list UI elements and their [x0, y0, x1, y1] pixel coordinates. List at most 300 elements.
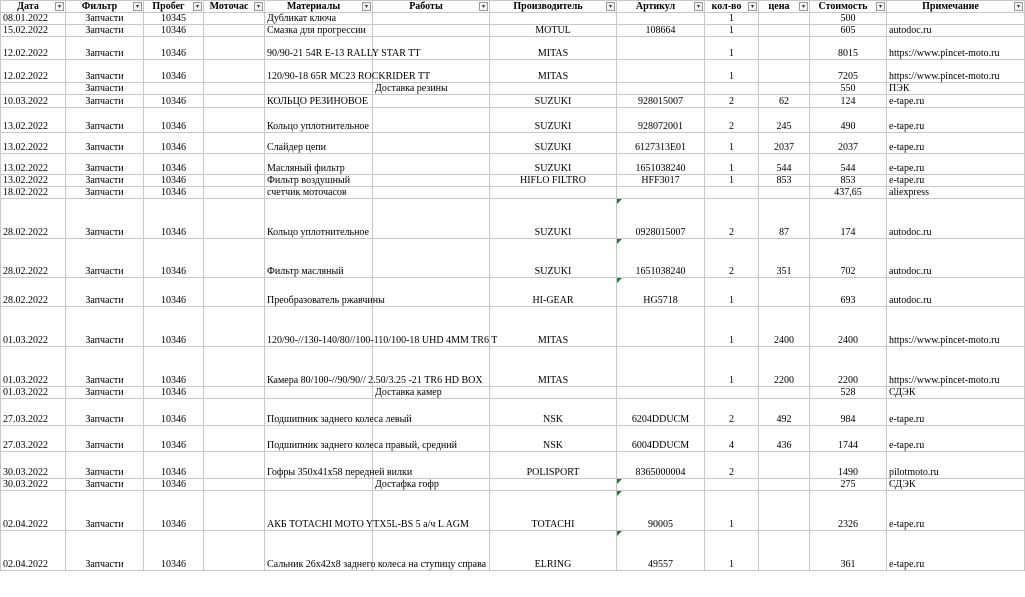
date-cell[interactable]: 08.01.2022	[1, 13, 66, 25]
maker-cell[interactable]	[490, 479, 617, 491]
note-cell[interactable]: СДЭК	[887, 387, 1025, 399]
filter-cell[interactable]: Запчасти	[66, 491, 144, 531]
date-cell[interactable]: 13.02.2022	[1, 133, 66, 154]
motohours-cell[interactable]	[204, 83, 265, 95]
materials-cell[interactable]: Фильтр воздушный	[265, 175, 373, 187]
cost-cell[interactable]: 528	[810, 387, 887, 399]
filter-dropdown-icon[interactable]: ▾	[694, 2, 703, 11]
maker-cell[interactable]: ELRING	[490, 531, 617, 571]
article-cell[interactable]: 90005	[617, 491, 705, 531]
cost-cell[interactable]: 605	[810, 25, 887, 37]
header-label: Работы	[409, 1, 443, 12]
article-cell[interactable]	[617, 347, 705, 387]
materials-cell[interactable]	[265, 387, 373, 399]
note-cell[interactable]: e-tape.ru	[887, 95, 1025, 108]
maker-cell[interactable]: SUZUKI	[490, 95, 617, 108]
motohours-cell[interactable]	[204, 154, 265, 175]
filter-dropdown-icon[interactable]: ▾	[1014, 2, 1023, 11]
filter-cell[interactable]: Запчасти	[66, 25, 144, 37]
article-cell[interactable]: 0928015007	[617, 199, 705, 239]
price-cell[interactable]	[759, 452, 810, 479]
mileage-cell[interactable]: 10345	[144, 13, 204, 25]
filter-dropdown-icon[interactable]: ▾	[479, 2, 488, 11]
price-cell[interactable]	[759, 83, 810, 95]
qty-cell[interactable]: 4	[705, 426, 759, 452]
header-materials[interactable]	[265, 1, 373, 13]
price-cell[interactable]: 2037	[759, 133, 810, 154]
article-cell[interactable]: 928072001	[617, 108, 705, 133]
qty-cell[interactable]: 1	[705, 307, 759, 347]
header-motohours[interactable]	[204, 1, 265, 13]
article-cell[interactable]: 1651038240	[617, 154, 705, 175]
materials-cell[interactable]: счетчик моточасов	[265, 187, 373, 199]
qty-cell[interactable]: 2	[705, 239, 759, 278]
date-cell[interactable]	[1, 83, 66, 95]
cost-cell[interactable]: 2200	[810, 347, 887, 387]
note-cell[interactable]: e-tape.ru	[887, 175, 1025, 187]
materials-cell[interactable]: Гофры 350x41x58 передней вилки	[265, 452, 373, 479]
mileage-cell[interactable]: 10346	[144, 531, 204, 571]
works-cell[interactable]	[373, 133, 490, 154]
note-cell[interactable]: https://www.pincet-moto.ru	[887, 60, 1025, 83]
motohours-cell[interactable]	[204, 199, 265, 239]
cost-cell[interactable]: 490	[810, 108, 887, 133]
materials-cell[interactable]: Сальник 26x42x8 заднего колеса на ступицу справа	[265, 531, 373, 571]
article-cell[interactable]	[617, 60, 705, 83]
filter-cell[interactable]: Запчасти	[66, 37, 144, 60]
price-cell[interactable]: 2400	[759, 307, 810, 347]
article-cell[interactable]: 6127313E01	[617, 133, 705, 154]
article-cell[interactable]: 1651038240	[617, 239, 705, 278]
price-cell[interactable]: 436	[759, 426, 810, 452]
note-cell[interactable]: autodoc.ru	[887, 239, 1025, 278]
mileage-cell[interactable]: 10346	[144, 199, 204, 239]
price-cell[interactable]	[759, 37, 810, 60]
article-cell[interactable]: 49557	[617, 531, 705, 571]
works-cell[interactable]	[373, 95, 490, 108]
motohours-cell[interactable]	[204, 399, 265, 426]
works-cell[interactable]	[373, 108, 490, 133]
maker-cell[interactable]: HIFLO FILTRO	[490, 175, 617, 187]
cost-cell[interactable]: 174	[810, 199, 887, 239]
materials-cell[interactable]: Преобразователь ржавчины	[265, 278, 373, 307]
filter-cell[interactable]: Запчасти	[66, 83, 144, 95]
header-note[interactable]	[887, 1, 1025, 13]
maker-cell[interactable]: NSK	[490, 426, 617, 452]
cost-cell[interactable]: 984	[810, 399, 887, 426]
mileage-cell[interactable]: 10346	[144, 399, 204, 426]
maker-cell[interactable]	[490, 187, 617, 199]
date-cell[interactable]: 02.04.2022	[1, 531, 66, 571]
maker-cell[interactable]: TOTACHI	[490, 491, 617, 531]
note-cell[interactable]: autodoc.ru	[887, 25, 1025, 37]
article-cell[interactable]: 6004DDUCM	[617, 426, 705, 452]
materials-cell[interactable]	[265, 83, 373, 95]
article-cell[interactable]: 108664	[617, 25, 705, 37]
article-cell[interactable]	[617, 479, 705, 491]
price-cell[interactable]	[759, 387, 810, 399]
mileage-cell[interactable]: 10346	[144, 239, 204, 278]
filter-cell[interactable]: Запчасти	[66, 387, 144, 399]
filter-dropdown-icon[interactable]: ▾	[254, 2, 263, 11]
date-cell[interactable]: 13.02.2022	[1, 154, 66, 175]
price-cell[interactable]	[759, 278, 810, 307]
qty-cell[interactable]: 1	[705, 531, 759, 571]
motohours-cell[interactable]	[204, 387, 265, 399]
cost-cell[interactable]: 2037	[810, 133, 887, 154]
price-cell[interactable]: 2200	[759, 347, 810, 387]
filter-cell[interactable]: Запчасти	[66, 95, 144, 108]
date-cell[interactable]: 02.04.2022	[1, 491, 66, 531]
date-cell[interactable]: 01.03.2022	[1, 387, 66, 399]
works-cell[interactable]	[373, 25, 490, 37]
date-cell[interactable]: 10.03.2022	[1, 95, 66, 108]
price-cell[interactable]	[759, 25, 810, 37]
mileage-cell[interactable]: 10346	[144, 387, 204, 399]
filter-cell[interactable]: Запчасти	[66, 399, 144, 426]
motohours-cell[interactable]	[204, 531, 265, 571]
motohours-cell[interactable]	[204, 278, 265, 307]
materials-cell[interactable]: 120/90-//130-140/80//100-110/100-18 UHD 4MM TR6 T	[265, 307, 373, 347]
materials-cell[interactable]: 120/90-18 65R MC23 ROCKRIDER TT	[265, 60, 373, 83]
article-cell[interactable]	[617, 83, 705, 95]
header-label: Дата	[17, 1, 39, 12]
filter-cell[interactable]: Запчасти	[66, 187, 144, 199]
cost-cell[interactable]: 2326	[810, 491, 887, 531]
note-cell[interactable]: e-tape.ru	[887, 108, 1025, 133]
maker-cell[interactable]: MOTUL	[490, 25, 617, 37]
motohours-cell[interactable]	[204, 25, 265, 37]
cost-cell[interactable]: 702	[810, 239, 887, 278]
materials-cell[interactable]: 90/90-21 54R E-13 RALLY STAR TT	[265, 37, 373, 60]
materials-cell[interactable]: Камера 80/100-//90/90// 2.50/3.25 -21 TR6 HD BOX	[265, 347, 373, 387]
maker-cell[interactable]: HI-GEAR	[490, 278, 617, 307]
header-qty[interactable]	[705, 1, 759, 13]
table-row	[1, 452, 1025, 479]
motohours-cell[interactable]	[204, 479, 265, 491]
cost-cell[interactable]: 693	[810, 278, 887, 307]
materials-cell[interactable]: Слайдер цепи	[265, 133, 373, 154]
filter-cell[interactable]: Запчасти	[66, 426, 144, 452]
mileage-cell[interactable]: 10346	[144, 491, 204, 531]
header-label: Моточас	[209, 1, 249, 12]
materials-cell[interactable]: Кольцо уплотнительное	[265, 108, 373, 133]
maker-cell[interactable]: SUZUKI	[490, 199, 617, 239]
motohours-cell[interactable]	[204, 187, 265, 199]
works-cell[interactable]	[373, 199, 490, 239]
qty-cell[interactable]: 1	[705, 60, 759, 83]
price-cell[interactable]	[759, 13, 810, 25]
qty-cell[interactable]: 1	[705, 347, 759, 387]
note-cell[interactable]: https://www.pincet-moto.ru	[887, 37, 1025, 60]
works-cell[interactable]	[373, 175, 490, 187]
note-cell[interactable]: autodoc.ru	[887, 199, 1025, 239]
mileage-cell[interactable]: 10346	[144, 479, 204, 491]
mileage-cell[interactable]: 10346	[144, 347, 204, 387]
maker-cell[interactable]: SUZUKI	[490, 108, 617, 133]
note-cell[interactable]: https://www.pincet-moto.ru	[887, 347, 1025, 387]
maker-cell[interactable]: MITAS	[490, 60, 617, 83]
header-filter[interactable]	[66, 1, 144, 13]
mileage-cell[interactable]: 10346	[144, 175, 204, 187]
qty-cell[interactable]: 1	[705, 133, 759, 154]
filter-cell[interactable]: Запчасти	[66, 108, 144, 133]
maker-cell[interactable]: SUZUKI	[490, 154, 617, 175]
materials-cell[interactable]: Кольцо уплотнительное	[265, 199, 373, 239]
works-cell[interactable]	[373, 187, 490, 199]
maker-cell[interactable]: SUZUKI	[490, 239, 617, 278]
note-cell[interactable]: СДЭК	[887, 479, 1025, 491]
motohours-cell[interactable]	[204, 175, 265, 187]
maker-cell[interactable]	[490, 13, 617, 25]
note-cell[interactable]: https://www.pincet-moto.ru	[887, 307, 1025, 347]
cost-cell[interactable]: 1744	[810, 426, 887, 452]
maker-cell[interactable]: MITAS	[490, 307, 617, 347]
motohours-cell[interactable]	[204, 307, 265, 347]
maker-cell[interactable]: MITAS	[490, 37, 617, 60]
note-cell[interactable]: autodoc.ru	[887, 278, 1025, 307]
note-cell[interactable]: e-tape.ru	[887, 491, 1025, 531]
note-cell[interactable]: ПЭК	[887, 83, 1025, 95]
filter-cell[interactable]: Запчасти	[66, 278, 144, 307]
header-price[interactable]	[759, 1, 810, 13]
motohours-cell[interactable]	[204, 491, 265, 531]
qty-cell[interactable]: 2	[705, 108, 759, 133]
cost-cell[interactable]: 361	[810, 531, 887, 571]
works-cell[interactable]: Доставка резины	[373, 83, 490, 95]
filter-dropdown-icon[interactable]: ▾	[876, 2, 885, 11]
materials-cell[interactable]: Подшипник заднего колеса левый	[265, 399, 373, 426]
header-label: Материалы	[286, 1, 341, 12]
works-cell[interactable]	[373, 13, 490, 25]
price-cell[interactable]	[759, 60, 810, 83]
date-cell[interactable]: 01.03.2022	[1, 347, 66, 387]
date-cell[interactable]: 01.03.2022	[1, 307, 66, 347]
filter-dropdown-icon[interactable]: ▾	[748, 2, 757, 11]
maker-cell[interactable]: NSK	[490, 399, 617, 426]
qty-cell[interactable]: 2	[705, 199, 759, 239]
filter-dropdown-icon[interactable]: ▾	[799, 2, 808, 11]
qty-cell[interactable]: 2	[705, 95, 759, 108]
filter-dropdown-icon[interactable]: ▾	[55, 2, 64, 11]
materials-cell[interactable]: Дубликат ключа	[265, 13, 373, 25]
materials-cell[interactable]: Масляный фильтр	[265, 154, 373, 175]
date-cell[interactable]: 30.03.2022	[1, 452, 66, 479]
qty-cell[interactable]: 1	[705, 25, 759, 37]
mileage-cell[interactable]: 10346	[144, 108, 204, 133]
filter-cell[interactable]: Запчасти	[66, 347, 144, 387]
qty-cell[interactable]: 1	[705, 37, 759, 60]
motohours-cell[interactable]	[204, 426, 265, 452]
filter-cell[interactable]: Запчасти	[66, 479, 144, 491]
filter-cell[interactable]: Запчасти	[66, 175, 144, 187]
header-date[interactable]	[1, 1, 66, 13]
mileage-cell[interactable]: 10346	[144, 25, 204, 37]
note-cell[interactable]: e-tape.ru	[887, 531, 1025, 571]
date-cell[interactable]: 13.02.2022	[1, 175, 66, 187]
article-cell[interactable]	[617, 307, 705, 347]
header-label: Производитель	[513, 1, 583, 12]
article-cell[interactable]	[617, 187, 705, 199]
motohours-cell[interactable]	[204, 60, 265, 83]
qty-cell[interactable]	[705, 83, 759, 95]
filter-cell[interactable]: Запчасти	[66, 239, 144, 278]
mileage-cell[interactable]	[144, 83, 204, 95]
cost-cell[interactable]: 275	[810, 479, 887, 491]
qty-cell[interactable]: 2	[705, 399, 759, 426]
price-cell[interactable]: 492	[759, 399, 810, 426]
article-cell[interactable]	[617, 387, 705, 399]
price-cell[interactable]: 62	[759, 95, 810, 108]
qty-cell[interactable]: 1	[705, 13, 759, 25]
price-cell[interactable]: 245	[759, 108, 810, 133]
cost-cell[interactable]: 544	[810, 154, 887, 175]
price-cell[interactable]: 87	[759, 199, 810, 239]
filter-dropdown-icon[interactable]: ▾	[193, 2, 202, 11]
date-cell[interactable]: 13.02.2022	[1, 108, 66, 133]
works-cell[interactable]	[373, 239, 490, 278]
qty-cell[interactable]: 1	[705, 278, 759, 307]
note-cell[interactable]: e-tape.ru	[887, 133, 1025, 154]
date-cell[interactable]: 18.02.2022	[1, 187, 66, 199]
maker-cell[interactable]: POLISPORT	[490, 452, 617, 479]
mileage-cell[interactable]: 10346	[144, 154, 204, 175]
motohours-cell[interactable]	[204, 108, 265, 133]
works-cell[interactable]	[373, 278, 490, 307]
filter-cell[interactable]: Запчасти	[66, 452, 144, 479]
works-cell[interactable]: Достафка гофр	[373, 479, 490, 491]
date-cell[interactable]: 27.03.2022	[1, 426, 66, 452]
qty-cell[interactable]: 2	[705, 452, 759, 479]
note-cell[interactable]	[887, 13, 1025, 25]
motohours-cell[interactable]	[204, 37, 265, 60]
date-cell[interactable]: 27.03.2022	[1, 399, 66, 426]
filter-cell[interactable]: Запчасти	[66, 154, 144, 175]
filter-cell[interactable]: Запчасти	[66, 307, 144, 347]
motohours-cell[interactable]	[204, 133, 265, 154]
article-cell[interactable]: 6204DDUCM	[617, 399, 705, 426]
date-cell[interactable]: 12.02.2022	[1, 60, 66, 83]
mileage-cell[interactable]: 10346	[144, 37, 204, 60]
header-article[interactable]	[617, 1, 705, 13]
works-cell[interactable]: Доставка камер	[373, 387, 490, 399]
qty-cell[interactable]	[705, 387, 759, 399]
filter-cell[interactable]: Запчасти	[66, 133, 144, 154]
filter-dropdown-icon[interactable]: ▾	[606, 2, 615, 11]
price-cell[interactable]: 544	[759, 154, 810, 175]
price-cell[interactable]	[759, 491, 810, 531]
motohours-cell[interactable]	[204, 95, 265, 108]
cost-cell[interactable]: 437,65	[810, 187, 887, 199]
note-cell[interactable]: aliexpress	[887, 187, 1025, 199]
cost-cell[interactable]: 1490	[810, 452, 887, 479]
materials-cell[interactable]	[265, 479, 373, 491]
qty-cell[interactable]	[705, 187, 759, 199]
filter-cell[interactable]: Запчасти	[66, 13, 144, 25]
header-label: Фильтр	[81, 1, 118, 12]
qty-cell[interactable]: 1	[705, 154, 759, 175]
cost-cell[interactable]: 550	[810, 83, 887, 95]
mileage-cell[interactable]: 10346	[144, 133, 204, 154]
motohours-cell[interactable]	[204, 347, 265, 387]
table-row	[1, 13, 1025, 25]
header-maker[interactable]	[490, 1, 617, 13]
works-cell[interactable]	[373, 154, 490, 175]
note-cell[interactable]: pilotmoto.ru	[887, 452, 1025, 479]
qty-cell[interactable]	[705, 479, 759, 491]
price-cell[interactable]: 351	[759, 239, 810, 278]
cost-cell[interactable]: 7205	[810, 60, 887, 83]
filter-cell[interactable]: Запчасти	[66, 531, 144, 571]
cost-cell[interactable]: 2400	[810, 307, 887, 347]
mileage-cell[interactable]: 10346	[144, 307, 204, 347]
materials-cell[interactable]: Фильтр масляный	[265, 239, 373, 278]
header-works[interactable]	[373, 1, 490, 13]
article-cell[interactable]	[617, 37, 705, 60]
cost-cell[interactable]: 8015	[810, 37, 887, 60]
article-cell[interactable]: HFF3017	[617, 175, 705, 187]
filter-cell[interactable]: Запчасти	[66, 60, 144, 83]
date-cell[interactable]: 12.02.2022	[1, 37, 66, 60]
date-cell[interactable]: 15.02.2022	[1, 25, 66, 37]
note-cell[interactable]: e-tape.ru	[887, 426, 1025, 452]
motohours-cell[interactable]	[204, 239, 265, 278]
motohours-cell[interactable]	[204, 452, 265, 479]
maker-cell[interactable]	[490, 387, 617, 399]
article-cell[interactable]	[617, 13, 705, 25]
note-cell[interactable]: e-tape.ru	[887, 154, 1025, 175]
materials-cell[interactable]: Смазка для прогрессии	[265, 25, 373, 37]
mileage-cell[interactable]: 10346	[144, 278, 204, 307]
mileage-cell[interactable]: 10346	[144, 60, 204, 83]
filter-dropdown-icon[interactable]: ▾	[133, 2, 142, 11]
maker-cell[interactable]: SUZUKI	[490, 133, 617, 154]
maker-cell[interactable]	[490, 83, 617, 95]
qty-cell[interactable]: 1	[705, 491, 759, 531]
header-mileage[interactable]	[144, 1, 204, 13]
qty-cell[interactable]: 1	[705, 175, 759, 187]
article-cell[interactable]: HG5718	[617, 278, 705, 307]
cost-cell[interactable]: 500	[810, 13, 887, 25]
note-cell[interactable]: e-tape.ru	[887, 399, 1025, 426]
materials-cell[interactable]: Подшипник заднего колеса правый, средний	[265, 426, 373, 452]
maker-cell[interactable]: MITAS	[490, 347, 617, 387]
date-cell[interactable]: 28.02.2022	[1, 239, 66, 278]
mileage-cell[interactable]: 10346	[144, 95, 204, 108]
header-row	[1, 1, 1025, 13]
mileage-cell[interactable]: 10346	[144, 426, 204, 452]
mileage-cell[interactable]: 10346	[144, 187, 204, 199]
filter-dropdown-icon[interactable]: ▾	[362, 2, 371, 11]
filter-cell[interactable]: Запчасти	[66, 199, 144, 239]
date-cell[interactable]: 28.02.2022	[1, 199, 66, 239]
article-cell[interactable]: 928015007	[617, 95, 705, 108]
mileage-cell[interactable]: 10346	[144, 452, 204, 479]
price-cell[interactable]: 853	[759, 175, 810, 187]
cost-cell[interactable]: 124	[810, 95, 887, 108]
materials-cell[interactable]: АКБ TOTACHI MOTO YTX5L-BS 5 а/ч L AGM	[265, 491, 373, 531]
price-cell[interactable]	[759, 531, 810, 571]
cost-cell[interactable]: 853	[810, 175, 887, 187]
price-cell[interactable]	[759, 187, 810, 199]
materials-cell[interactable]: КОЛЬЦО РЕЗИНОВОЕ	[265, 95, 373, 108]
date-cell[interactable]: 30.03.2022	[1, 479, 66, 491]
header-cost[interactable]	[810, 1, 887, 13]
date-cell[interactable]: 28.02.2022	[1, 278, 66, 307]
motohours-cell[interactable]	[204, 13, 265, 25]
article-cell[interactable]: 8365000004	[617, 452, 705, 479]
price-cell[interactable]	[759, 479, 810, 491]
